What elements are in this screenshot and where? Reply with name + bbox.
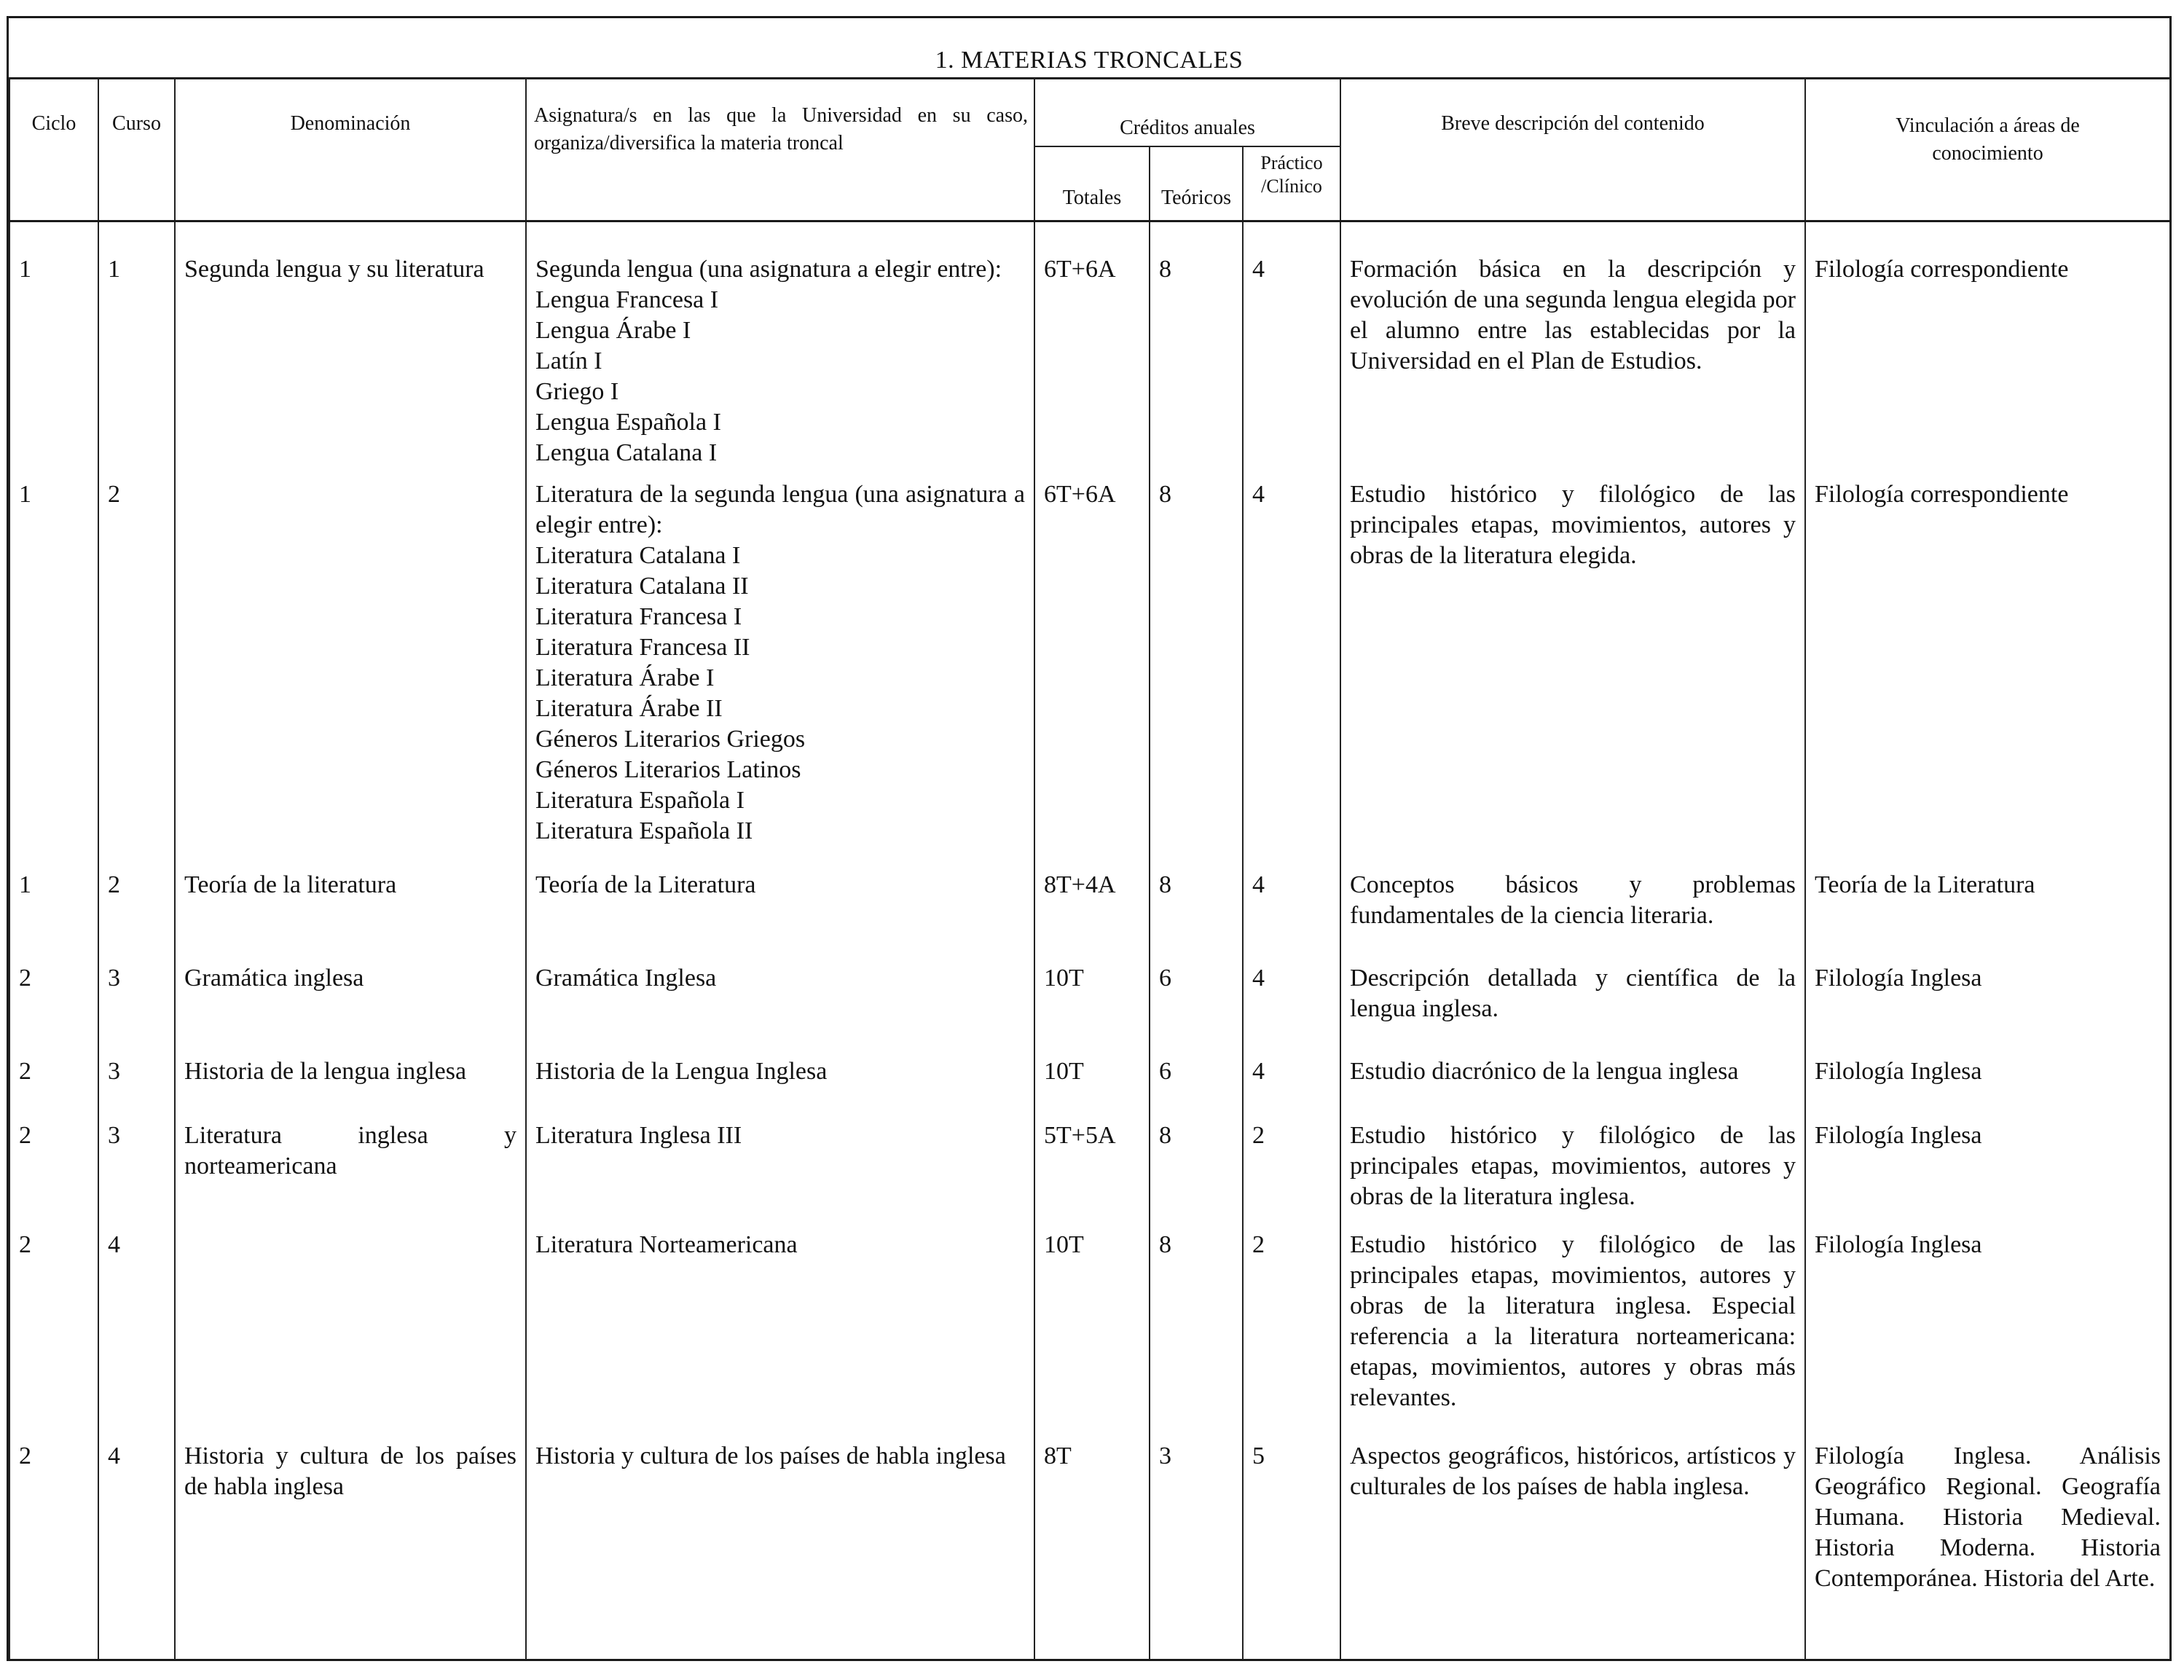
teoricos-cell [1150,963,1243,1056]
totales-cell [1034,1230,1150,1441]
ciclo-text: 2 [19,1442,31,1469]
curso-cell [98,963,175,1056]
asignatura-item: Literatura Española I [535,786,745,814]
table-body [9,221,2170,1660]
asignatura-intro: Literatura Inglesa III [535,1121,742,1149]
table-row [9,479,2170,870]
ciclo-cell [9,1230,98,1441]
ciclo-cell [9,870,98,963]
curso-text: 4 [108,1230,120,1258]
asignatura-item: Literatura Árabe I [535,664,715,691]
teoricos-cell [1150,479,1243,870]
descripcion-cell [1340,1120,1805,1230]
header-vinculacion: Vinculación a áreas de conocimiento [1805,77,2170,221]
teoricos-cell [1150,1441,1243,1660]
vinculacion-text: Filología Inglesa [1815,1121,1982,1149]
asignatura-item: Lengua Francesa I [535,286,719,313]
practico-text: 4 [1252,256,1265,283]
curso-cell [98,1056,175,1120]
descripcion-cell [1340,1441,1805,1660]
document-sheet [7,16,2172,1661]
descripcion-cell [1340,963,1805,1056]
header-creditos: Créditos anuales [1034,77,1340,146]
teoricos-cell [1150,1056,1243,1120]
table-row [9,1230,2170,1441]
ciclo-cell [9,221,98,479]
teoricos-cell [1150,870,1243,963]
descripcion-text: Estudio histórico y filológico de las principales etapas, movimientos, autores y obras de la literatura elegida. [1350,480,1796,569]
asignatura-list [527,963,1034,994]
descripcion-text: Aspectos geográficos, históricos, artísticos y culturales de los países de habla inglesa. [1350,1442,1796,1500]
asignatura-item: Literatura Árabe II [535,694,723,722]
curso-text: 3 [108,964,120,992]
totales-cell [1034,870,1150,963]
denominacion-text: Historia y cultura de los países de habla inglesa [184,1442,516,1500]
ciclo-text: 2 [19,1057,31,1085]
denominacion-text: Historia de la lengua inglesa [184,1057,467,1085]
curso-text: 4 [108,1442,120,1469]
ciclo-text: 2 [19,964,31,992]
header-asignaturas: Asignatura/s en las que la Universidad en su caso, organiza/diversifica la materia troncal [526,77,1034,221]
teoricos-text: 6 [1159,1057,1171,1085]
totales-text: 10T [1044,1057,1084,1085]
asignatura-list [527,1230,1034,1260]
curso-cell [98,870,175,963]
totales-cell [1034,1441,1150,1660]
vinculacion-cell [1805,870,2170,963]
denominacion-cell [175,1441,526,1660]
denominacion-cell [175,963,526,1056]
practico-cell [1243,1441,1340,1660]
ciclo-cell [9,963,98,1056]
asignatura-cell [526,1056,1034,1120]
ciclo-cell [9,1120,98,1230]
vinculacion-text: Filología Inglesa [1815,1057,1982,1085]
totales-cell [1034,221,1150,479]
asignatura-intro: Historia y cultura de los países de habla inglesa [535,1442,1006,1469]
table-row [9,1056,2170,1120]
asignatura-intro: Gramática Inglesa [535,964,717,992]
totales-cell [1034,1056,1150,1120]
teoricos-text: 8 [1159,1121,1171,1149]
curso-text: 2 [108,480,120,508]
descripcion-cell [1340,870,1805,963]
denominacion-cell [175,870,526,963]
vinculacion-text: Filología correspondiente [1815,480,2069,508]
descripcion-cell [1340,1056,1805,1120]
teoricos-text: 3 [1159,1442,1171,1469]
vinculacion-text: Teoría de la Literatura [1815,871,2035,898]
asignatura-cell [526,963,1034,1056]
header-totales: Totales [1034,146,1150,221]
practico-cell [1243,479,1340,870]
practico-cell [1243,1120,1340,1230]
asignatura-cell [526,221,1034,479]
vinculacion-text: Filología correspondiente [1815,256,2069,283]
curso-cell [98,1441,175,1660]
curso-cell [98,479,175,870]
ciclo-cell [9,1056,98,1120]
practico-text: 5 [1252,1442,1265,1469]
totales-cell [1034,1120,1150,1230]
practico-text: 4 [1252,964,1265,992]
descripcion-cell [1340,221,1805,479]
denominacion-cell [175,1120,526,1230]
totales-text: 6T+6A [1044,256,1116,283]
curso-text: 3 [108,1121,120,1149]
title-bar [9,18,2169,79]
descripcion-text: Estudio histórico y filológico de las principales etapas, movimientos, autores y obras de la literatura inglesa. Especial referencia a la literatura norteamericana: etapas, movimientos, autores y obras más relevantes. [1350,1230,1796,1411]
asignatura-item: Literatura Española II [535,817,753,844]
denominacion-cell [175,1230,526,1441]
table-row [9,1441,2170,1660]
practico-cell [1243,1056,1340,1120]
vinculacion-text: Filología Inglesa. Análisis Geográfico Regional. Geografía Humana. Historia Medieval. Historia Moderna. Historia Contemporánea. Historia del Arte. [1815,1442,2161,1592]
page-title: 1. MATERIAS TRONCALES [935,47,1244,74]
teoricos-text: 8 [1159,256,1171,283]
curso-text: 3 [108,1057,120,1085]
denominacion-cell [175,221,526,479]
ciclo-text: 1 [19,480,31,508]
denominacion-text: Segunda lengua y su literatura [184,256,484,283]
ciclo-text: 2 [19,1121,31,1149]
asignatura-list [527,479,1034,847]
vinculacion-cell [1805,1120,2170,1230]
asignatura-item: Literatura Catalana I [535,541,741,569]
table-row [9,870,2170,963]
practico-cell [1243,221,1340,479]
asignatura-item: Lengua Árabe I [535,317,691,344]
asignatura-item: Literatura Catalana II [535,572,749,600]
header-practico: Práctico /Clínico [1243,146,1340,221]
vinculacion-cell [1805,1230,2170,1441]
totales-text: 8T [1044,1442,1072,1469]
teoricos-cell [1150,221,1243,479]
vinculacion-text: Filología Inglesa [1815,1230,1982,1258]
denominacion-text: Literatura inglesa y norteamericana [184,1121,516,1179]
teoricos-text: 8 [1159,1230,1171,1258]
asignatura-item: Géneros Literarios Griegos [535,725,806,753]
teoricos-cell [1150,1230,1243,1441]
totales-cell [1034,963,1150,1056]
descripcion-text: Estudio histórico y filológico de las principales etapas, movimientos, autores y obras de la literatura inglesa. [1350,1121,1796,1210]
asignatura-list [527,1056,1034,1087]
asignatura-cell [526,479,1034,870]
vinculacion-cell [1805,1441,2170,1660]
denominacion-cell [175,1056,526,1120]
vinculacion-cell [1805,963,2170,1056]
asignatura-intro: Literatura de la segunda lengua (una asignatura a elegir entre): [535,480,1025,538]
denominacion-cell [175,479,526,870]
asignatura-intro: Literatura Norteamericana [535,1230,798,1258]
teoricos-text: 8 [1159,871,1171,898]
curso-cell [98,221,175,479]
asignatura-item: Literatura Francesa II [535,633,750,661]
totales-text: 10T [1044,1230,1084,1258]
descripcion-text: Estudio diacrónico de la lengua inglesa [1350,1057,1739,1085]
header-curso: Curso [98,77,175,221]
denominacion-text: Gramática inglesa [184,964,364,992]
practico-text: 2 [1252,1121,1265,1149]
asignatura-intro: Teoría de la Literatura [535,871,756,898]
vinculacion-text: Filología Inglesa [1815,964,1982,992]
materias-table [9,77,2171,1660]
curso-text: 1 [108,256,120,283]
asignatura-cell [526,1120,1034,1230]
table-row [9,1120,2170,1230]
table-row [9,221,2170,479]
descripcion-cell [1340,479,1805,870]
asignatura-cell [526,1441,1034,1660]
practico-text: 4 [1252,480,1265,508]
vinculacion-cell [1805,1056,2170,1120]
asignatura-list [527,1441,1034,1472]
ciclo-text: 2 [19,1230,31,1258]
asignatura-intro: Historia de la Lengua Inglesa [535,1057,828,1085]
asignatura-intro: Segunda lengua (una asignatura a elegir entre): [535,256,1002,283]
asignatura-item: Géneros Literarios Latinos [535,755,801,783]
totales-text: 6T+6A [1044,480,1116,508]
asignatura-item: Latín I [535,348,602,374]
curso-text: 2 [108,871,120,898]
asignatura-cell [526,1230,1034,1441]
header-descripcion: Breve descripción del contenido [1340,77,1805,221]
vinculacion-cell [1805,479,2170,870]
totales-text: 10T [1044,964,1084,992]
curso-cell [98,1230,175,1441]
asignatura-list [527,1120,1034,1151]
asignatura-item: Lengua Catalana I [535,439,718,466]
ciclo-text: 1 [19,256,31,283]
asignatura-list [527,870,1034,900]
asignatura-item: Literatura Francesa I [535,602,742,630]
totales-text: 8T+4A [1044,871,1116,898]
practico-text: 2 [1252,1230,1265,1258]
denominacion-text: Teoría de la literatura [184,871,397,898]
asignatura-item: Griego I [535,378,619,405]
practico-text: 4 [1252,871,1265,898]
table-row [9,963,2170,1056]
vinculacion-cell [1805,221,2170,479]
descripcion-text: Conceptos básicos y problemas fundamentales de la ciencia literaria. [1350,871,1796,929]
ciclo-cell [9,479,98,870]
totales-cell [1034,479,1150,870]
practico-cell [1243,1230,1340,1441]
teoricos-text: 6 [1159,964,1171,992]
practico-cell [1243,963,1340,1056]
descripcion-text: Formación básica en la descripción y evolución de una segunda lengua elegida por el alumno entre las establecidas por la Universidad en el Plan de Estudios. [1350,256,1796,374]
descripcion-cell [1340,1230,1805,1441]
teoricos-text: 8 [1159,480,1171,508]
teoricos-cell [1150,1120,1243,1230]
header-teoricos: Teóricos [1150,146,1243,221]
curso-cell [98,1120,175,1230]
practico-cell [1243,870,1340,963]
header-denominacion: Denominación [175,77,526,221]
totales-text: 5T+5A [1044,1121,1116,1149]
asignatura-item: Lengua Española I [535,409,721,436]
ciclo-text: 1 [19,871,31,898]
practico-text: 4 [1252,1057,1265,1085]
descripcion-text: Descripción detallada y científica de la lengua inglesa. [1350,964,1796,1022]
asignatura-list [527,254,1034,468]
asignatura-cell [526,870,1034,963]
header-ciclo: Ciclo [9,77,98,221]
ciclo-cell [9,1441,98,1660]
